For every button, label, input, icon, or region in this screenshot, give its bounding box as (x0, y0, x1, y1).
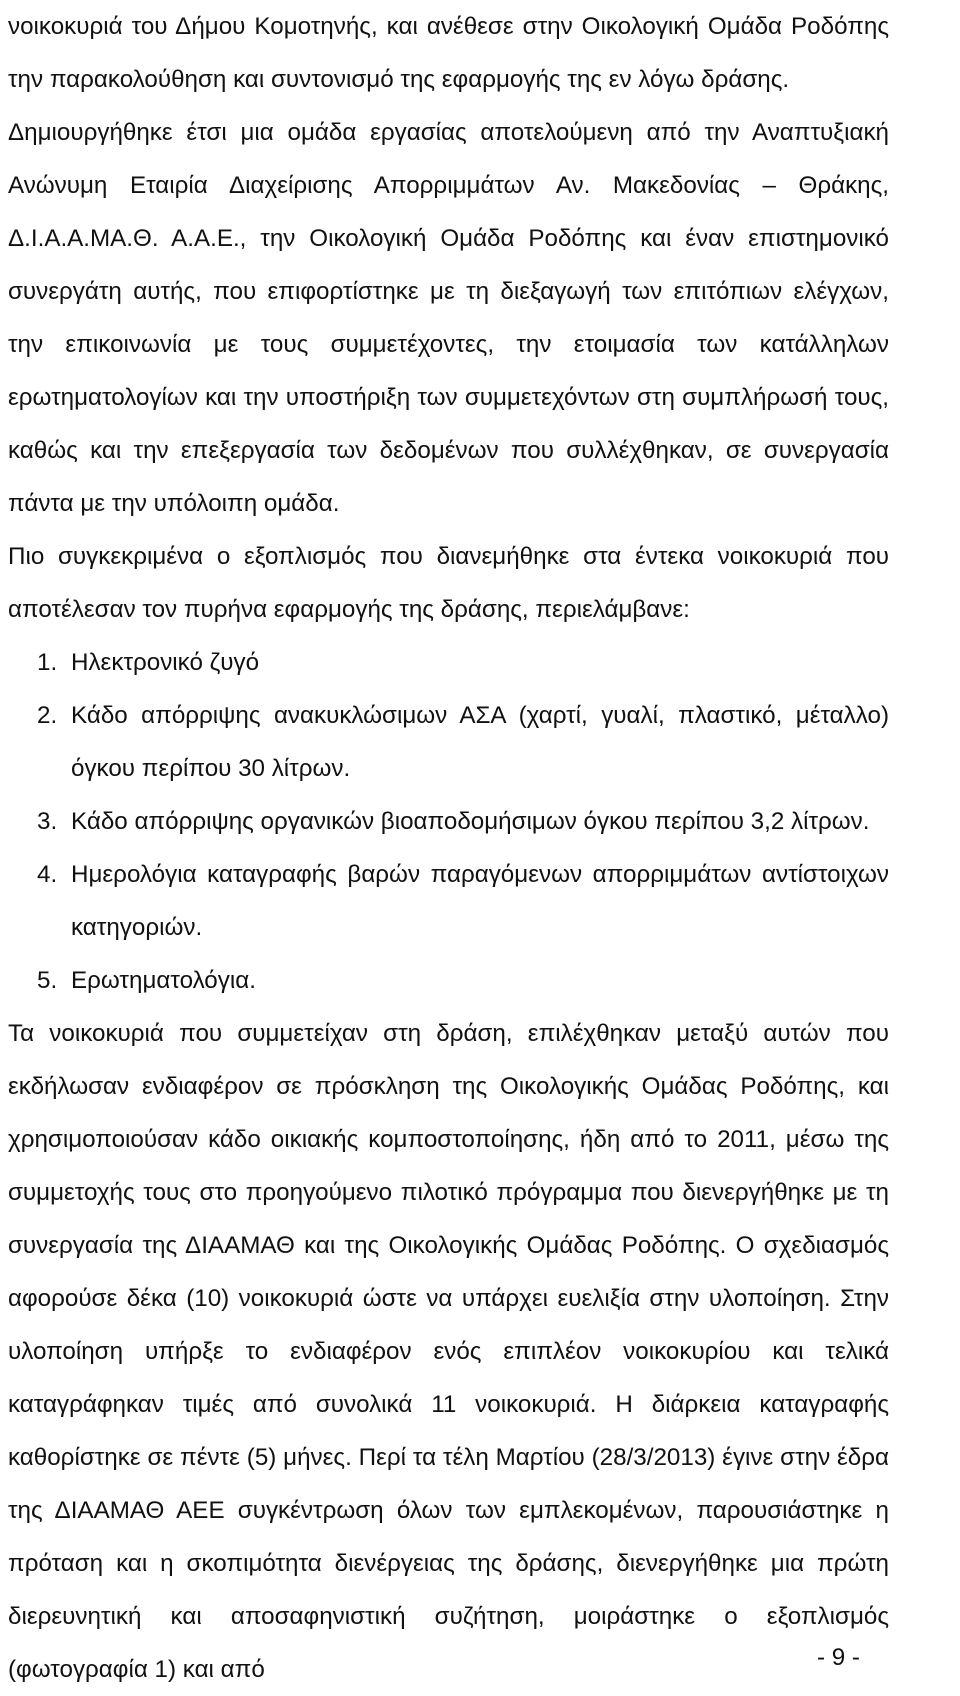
list-item (8, 689, 889, 795)
paragraph-households: Τα νοικοκυριά που συμμετείχαν στη δράση, επιλέχθηκαν μεταξύ αυτών που εκδήλωσαν ενδιαφέρον σε πρόσκληση της Οικολογικής Ομάδας Ροδόπης, και χρησιμοποιούσαν κάδο οικιακής κομποστοποίησης, ήδη από το 2011, μέσω της συμμετοχής τους στο προηγούμενο πιλοτικό πρόγραμμα που διενεργήθηκε με τη συνεργασία της ΔΙΑΑΜΑΘ και της Οικολογικής Ομάδας Ροδόπης. Ο σχεδιασμός αφορούσε δέκα (10) νοικοκυριά ώστε να υπάρχει ευελιξία στην υλοποίηση. Στην υλοποίηση υπήρξε το ενδιαφέρον ενός επιπλέον νοικοκυρίου και τελικά καταγράφηκαν τιμές από συνολικά 11 νοικοκυριά. Η διάρκεια καταγραφής καθορίστηκε σε πέντε (5) μήνες. Περί τα τέλη Μαρτίου (28/3/2013) έγινε στην έδρα της ΔΙΑΑΜΑΘ ΑΕΕ συγκέντρωση όλων των εμπλεκομένων, παρουσιάστηκε η πρόταση και η σκοπιμότητα διενέργειας της δράσης, διενεργήθηκε μια πρώτη διερευνητική και αποσαφηνιστική συζήτηση, μοιράστηκε ο εξοπλισμός (φωτογραφία 1) και από (8, 1020, 889, 1683)
list-item-number: 2. (37, 702, 58, 729)
list-item (8, 954, 889, 1007)
equipment-list (8, 636, 889, 1007)
list-item-number: 5. (37, 967, 58, 994)
list-item-number: 4. (37, 861, 58, 888)
list-item-text: Κάδο απόρριψης ανακυκλώσιμων ΑΣΑ (χαρτί, γυαλί, πλαστικό, μέταλλο) όγκου περίπου 30 λίτρων. (71, 702, 889, 782)
page-number: - 9 - (816, 1644, 860, 1671)
list-item (8, 636, 889, 689)
list-item-text: Ηλεκτρονικό ζυγό (71, 649, 260, 676)
list-item-text: Ερωτηματολόγια. (71, 967, 256, 994)
list-item-text: Κάδο απόρριψης οργανικών βιοαποδομήσιμων όγκου περίπου 3,2 λίτρων. (71, 808, 870, 835)
list-item (8, 848, 889, 954)
paragraph-working-group: Δημιουργήθηκε έτσι μια ομάδα εργασίας αποτελούμενη από την Αναπτυξιακή Ανώνυμη Εταιρία Διαχείρισης Απορριμμάτων Αν. Μακεδονίας – Θράκης, Δ.Ι.Α.Α.ΜΑ.Θ. Α.Α.Ε., την Οικολογική Ομάδα Ροδόπης και έναν επιστημονικό συνεργάτη αυτής, που επιφορτίστηκε με τη διεξαγωγή των επιτόπιων ελέγχων, την επικοινωνία με τους συμμετέχοντες, την ετοιμασία των κατάλληλων ερωτηματολογίων και την υποστήριξη των συμμετεχόντων στη συμπλήρωσή τους, καθώς και την επεξεργασία των δεδομένων που συλλέχθηκαν, σε συνεργασία πάντα με την υπόλοιπη ομάδα. (8, 119, 889, 517)
paragraph-intro: νοικοκυριά του Δήμου Κομοτηνής, και ανέθεσε στην Οικολογική Ομάδα Ροδόπης την παρακολούθηση και συντονισμό της εφαρμογής της εν λόγω δράσης. (8, 13, 889, 93)
list-item-number: 1. (37, 649, 58, 676)
list-item-text: Ημερολόγια καταγραφής βαρών παραγόμενων απορριμμάτων αντίστοιχων κατηγοριών. (71, 861, 889, 941)
list-item (8, 795, 889, 848)
list-item-number: 3. (37, 808, 58, 835)
document-page (8, 0, 889, 1696)
paragraph-equipment-intro: Πιο συγκεκριμένα ο εξοπλισμός που διανεμήθηκε στα έντεκα νοικοκυριά που αποτέλεσαν τον πυρήνα εφαρμογής της δράσης, περιελάμβανε: (8, 543, 889, 623)
